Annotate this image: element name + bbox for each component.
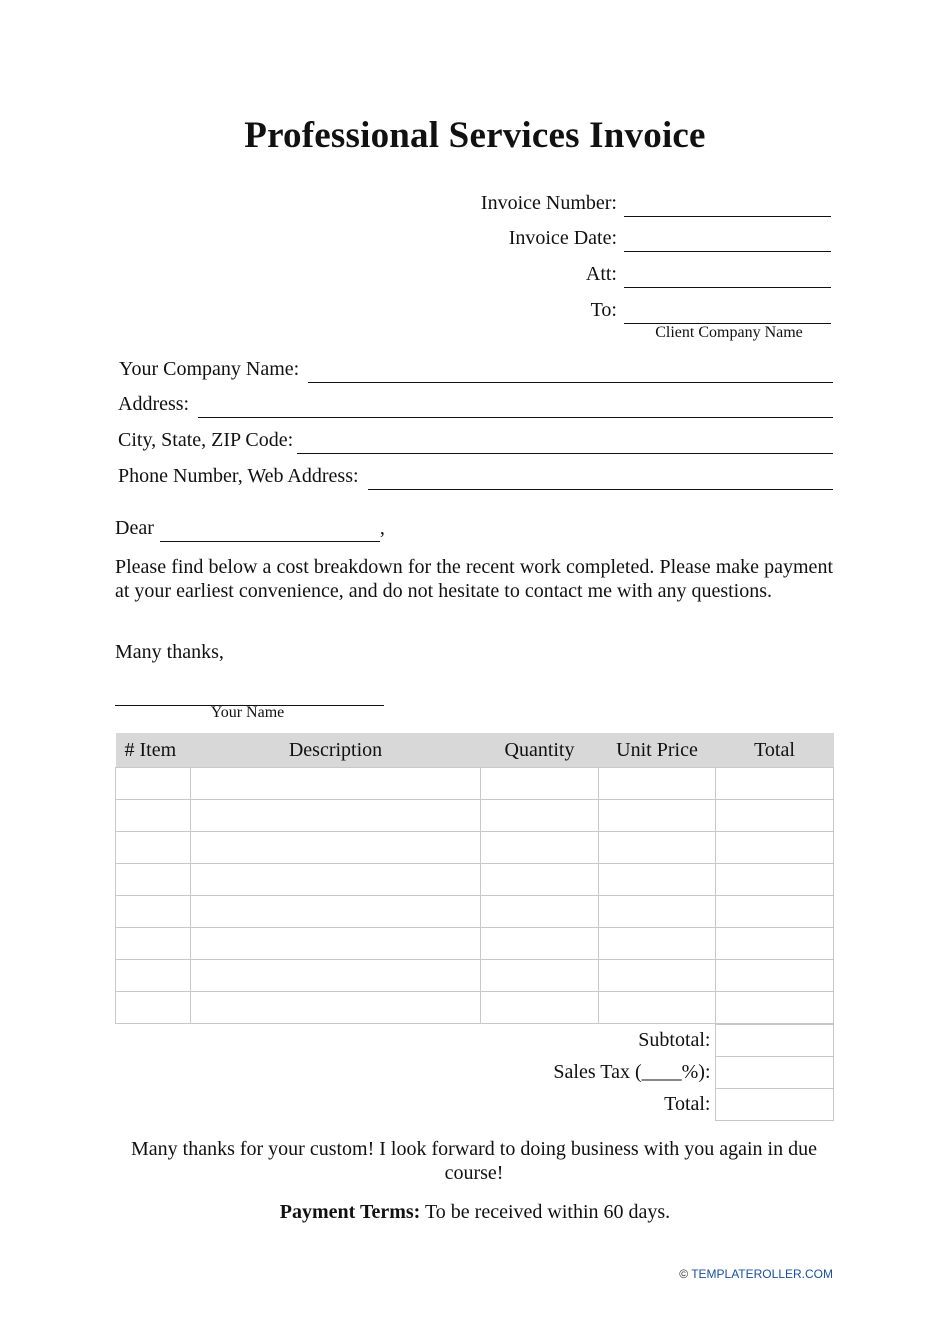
cell-total[interactable] — [716, 768, 834, 800]
invoice-number-input[interactable] — [624, 196, 831, 217]
sales-tax-row — [115, 1057, 833, 1089]
cell-unit-price[interactable] — [599, 928, 716, 960]
cell-unit-price[interactable] — [599, 800, 716, 832]
signature-caption: Your Name — [210, 704, 285, 721]
cell-quantity[interactable] — [481, 928, 599, 960]
cell-description[interactable] — [191, 800, 481, 832]
payment-terms — [0, 1201, 950, 1224]
header-description: Description — [191, 733, 481, 768]
recipient-name-input[interactable] — [160, 521, 380, 542]
cell-description[interactable] — [191, 928, 481, 960]
table-row — [116, 928, 834, 960]
cell-item[interactable] — [116, 992, 191, 1024]
invoice-date-input[interactable] — [624, 231, 831, 252]
total-row — [115, 1089, 833, 1121]
att-label: Att: — [585, 263, 617, 285]
table-row — [116, 864, 834, 896]
table-row — [116, 960, 834, 992]
table-row — [116, 896, 834, 928]
cell-quantity[interactable] — [481, 768, 599, 800]
templateroller-link[interactable]: TEMPLATEROLLER.COM — [691, 1267, 833, 1281]
to-field — [591, 296, 831, 324]
cell-item[interactable] — [116, 768, 191, 800]
header-unit-price: Unit Price — [599, 733, 716, 768]
company-name-input[interactable] — [308, 362, 833, 383]
table-header-row — [116, 733, 834, 768]
page-title: Professional Services Invoice — [244, 115, 706, 156]
cell-item[interactable] — [116, 928, 191, 960]
copyright-icon: © — [679, 1267, 689, 1281]
invoice-number-label: Invoice Number: — [480, 192, 617, 214]
address-label: Address: — [118, 393, 190, 415]
dear-comma: , — [379, 517, 385, 539]
cell-quantity[interactable] — [481, 832, 599, 864]
to-label: To: — [590, 299, 617, 321]
sales-tax-value[interactable] — [715, 1057, 833, 1089]
cell-total[interactable] — [716, 832, 834, 864]
closing-message: Many thanks for your custom! I look forward to doing business with you again in due course! — [130, 1138, 817, 1184]
payment-terms-text: To be received within 60 days. — [424, 1201, 671, 1223]
cell-description[interactable] — [191, 864, 481, 896]
subtotal-value[interactable] — [715, 1025, 833, 1057]
city-state-zip-input[interactable] — [297, 433, 833, 454]
company-name-field — [119, 355, 833, 383]
cell-quantity[interactable] — [481, 896, 599, 928]
att-input[interactable] — [624, 267, 831, 288]
cell-item[interactable] — [116, 896, 191, 928]
payment-terms-label: Payment Terms: — [279, 1201, 421, 1223]
client-company-caption: Client Company Name — [655, 324, 803, 341]
cell-total[interactable] — [716, 992, 834, 1024]
subtotal-row — [115, 1025, 833, 1057]
cell-unit-price[interactable] — [599, 832, 716, 864]
footer-credit — [679, 1267, 833, 1281]
cell-description[interactable] — [191, 960, 481, 992]
header-quantity: Quantity — [481, 733, 599, 768]
invoice-date-field — [509, 224, 831, 252]
header-total: Total — [716, 733, 834, 768]
items-body — [116, 768, 834, 1024]
total-value[interactable] — [715, 1089, 833, 1121]
cell-total[interactable] — [716, 896, 834, 928]
cell-description[interactable] — [191, 992, 481, 1024]
cell-description[interactable] — [191, 768, 481, 800]
address-input[interactable] — [198, 397, 833, 418]
cell-unit-price[interactable] — [599, 896, 716, 928]
table-row — [116, 992, 834, 1024]
city-state-zip-label: City, State, ZIP Code: — [118, 429, 294, 451]
cell-total[interactable] — [716, 960, 834, 992]
table-row — [116, 768, 834, 800]
cell-quantity[interactable] — [481, 960, 599, 992]
cell-item[interactable] — [116, 960, 191, 992]
cell-quantity[interactable] — [481, 864, 599, 896]
cell-unit-price[interactable] — [599, 864, 716, 896]
cell-quantity[interactable] — [481, 800, 599, 832]
cell-unit-price[interactable] — [599, 960, 716, 992]
table-row — [116, 832, 834, 864]
subtotal-label: Subtotal: — [638, 1029, 711, 1051]
cell-unit-price[interactable] — [599, 768, 716, 800]
letter-signoff: Many thanks, — [115, 641, 224, 663]
salutation — [115, 514, 385, 542]
phone-web-field — [118, 462, 833, 490]
total-label: Total: — [664, 1093, 711, 1115]
cell-total[interactable] — [716, 928, 834, 960]
to-input[interactable] — [624, 303, 831, 324]
table-row — [116, 800, 834, 832]
phone-web-input[interactable] — [368, 469, 833, 490]
letter-body: Please find below a cost breakdown for the recent work completed. Please make payment at your earliest convenience, and do not hesitate to contact me with any questions. — [115, 556, 833, 602]
company-name-label: Your Company Name: — [119, 358, 300, 380]
cell-description[interactable] — [191, 832, 481, 864]
city-state-zip-field — [118, 426, 833, 454]
cell-total[interactable] — [716, 800, 834, 832]
items-table — [115, 733, 834, 1024]
address-field — [118, 390, 833, 418]
sales-tax-label: Sales Tax (____%): — [553, 1061, 711, 1083]
att-field — [586, 260, 831, 288]
cell-description[interactable] — [191, 896, 481, 928]
invoice-number-field — [481, 189, 831, 217]
cell-unit-price[interactable] — [599, 992, 716, 1024]
dear-label: Dear — [115, 517, 154, 539]
cell-quantity[interactable] — [481, 992, 599, 1024]
cell-item[interactable] — [116, 832, 191, 864]
phone-web-label: Phone Number, Web Address: — [118, 465, 359, 487]
cell-item[interactable] — [116, 864, 191, 896]
cell-total[interactable] — [716, 864, 834, 896]
invoice-date-label: Invoice Date: — [508, 227, 617, 249]
totals-table — [115, 1024, 834, 1121]
header-item: # Item — [116, 733, 191, 768]
cell-item[interactable] — [116, 800, 191, 832]
